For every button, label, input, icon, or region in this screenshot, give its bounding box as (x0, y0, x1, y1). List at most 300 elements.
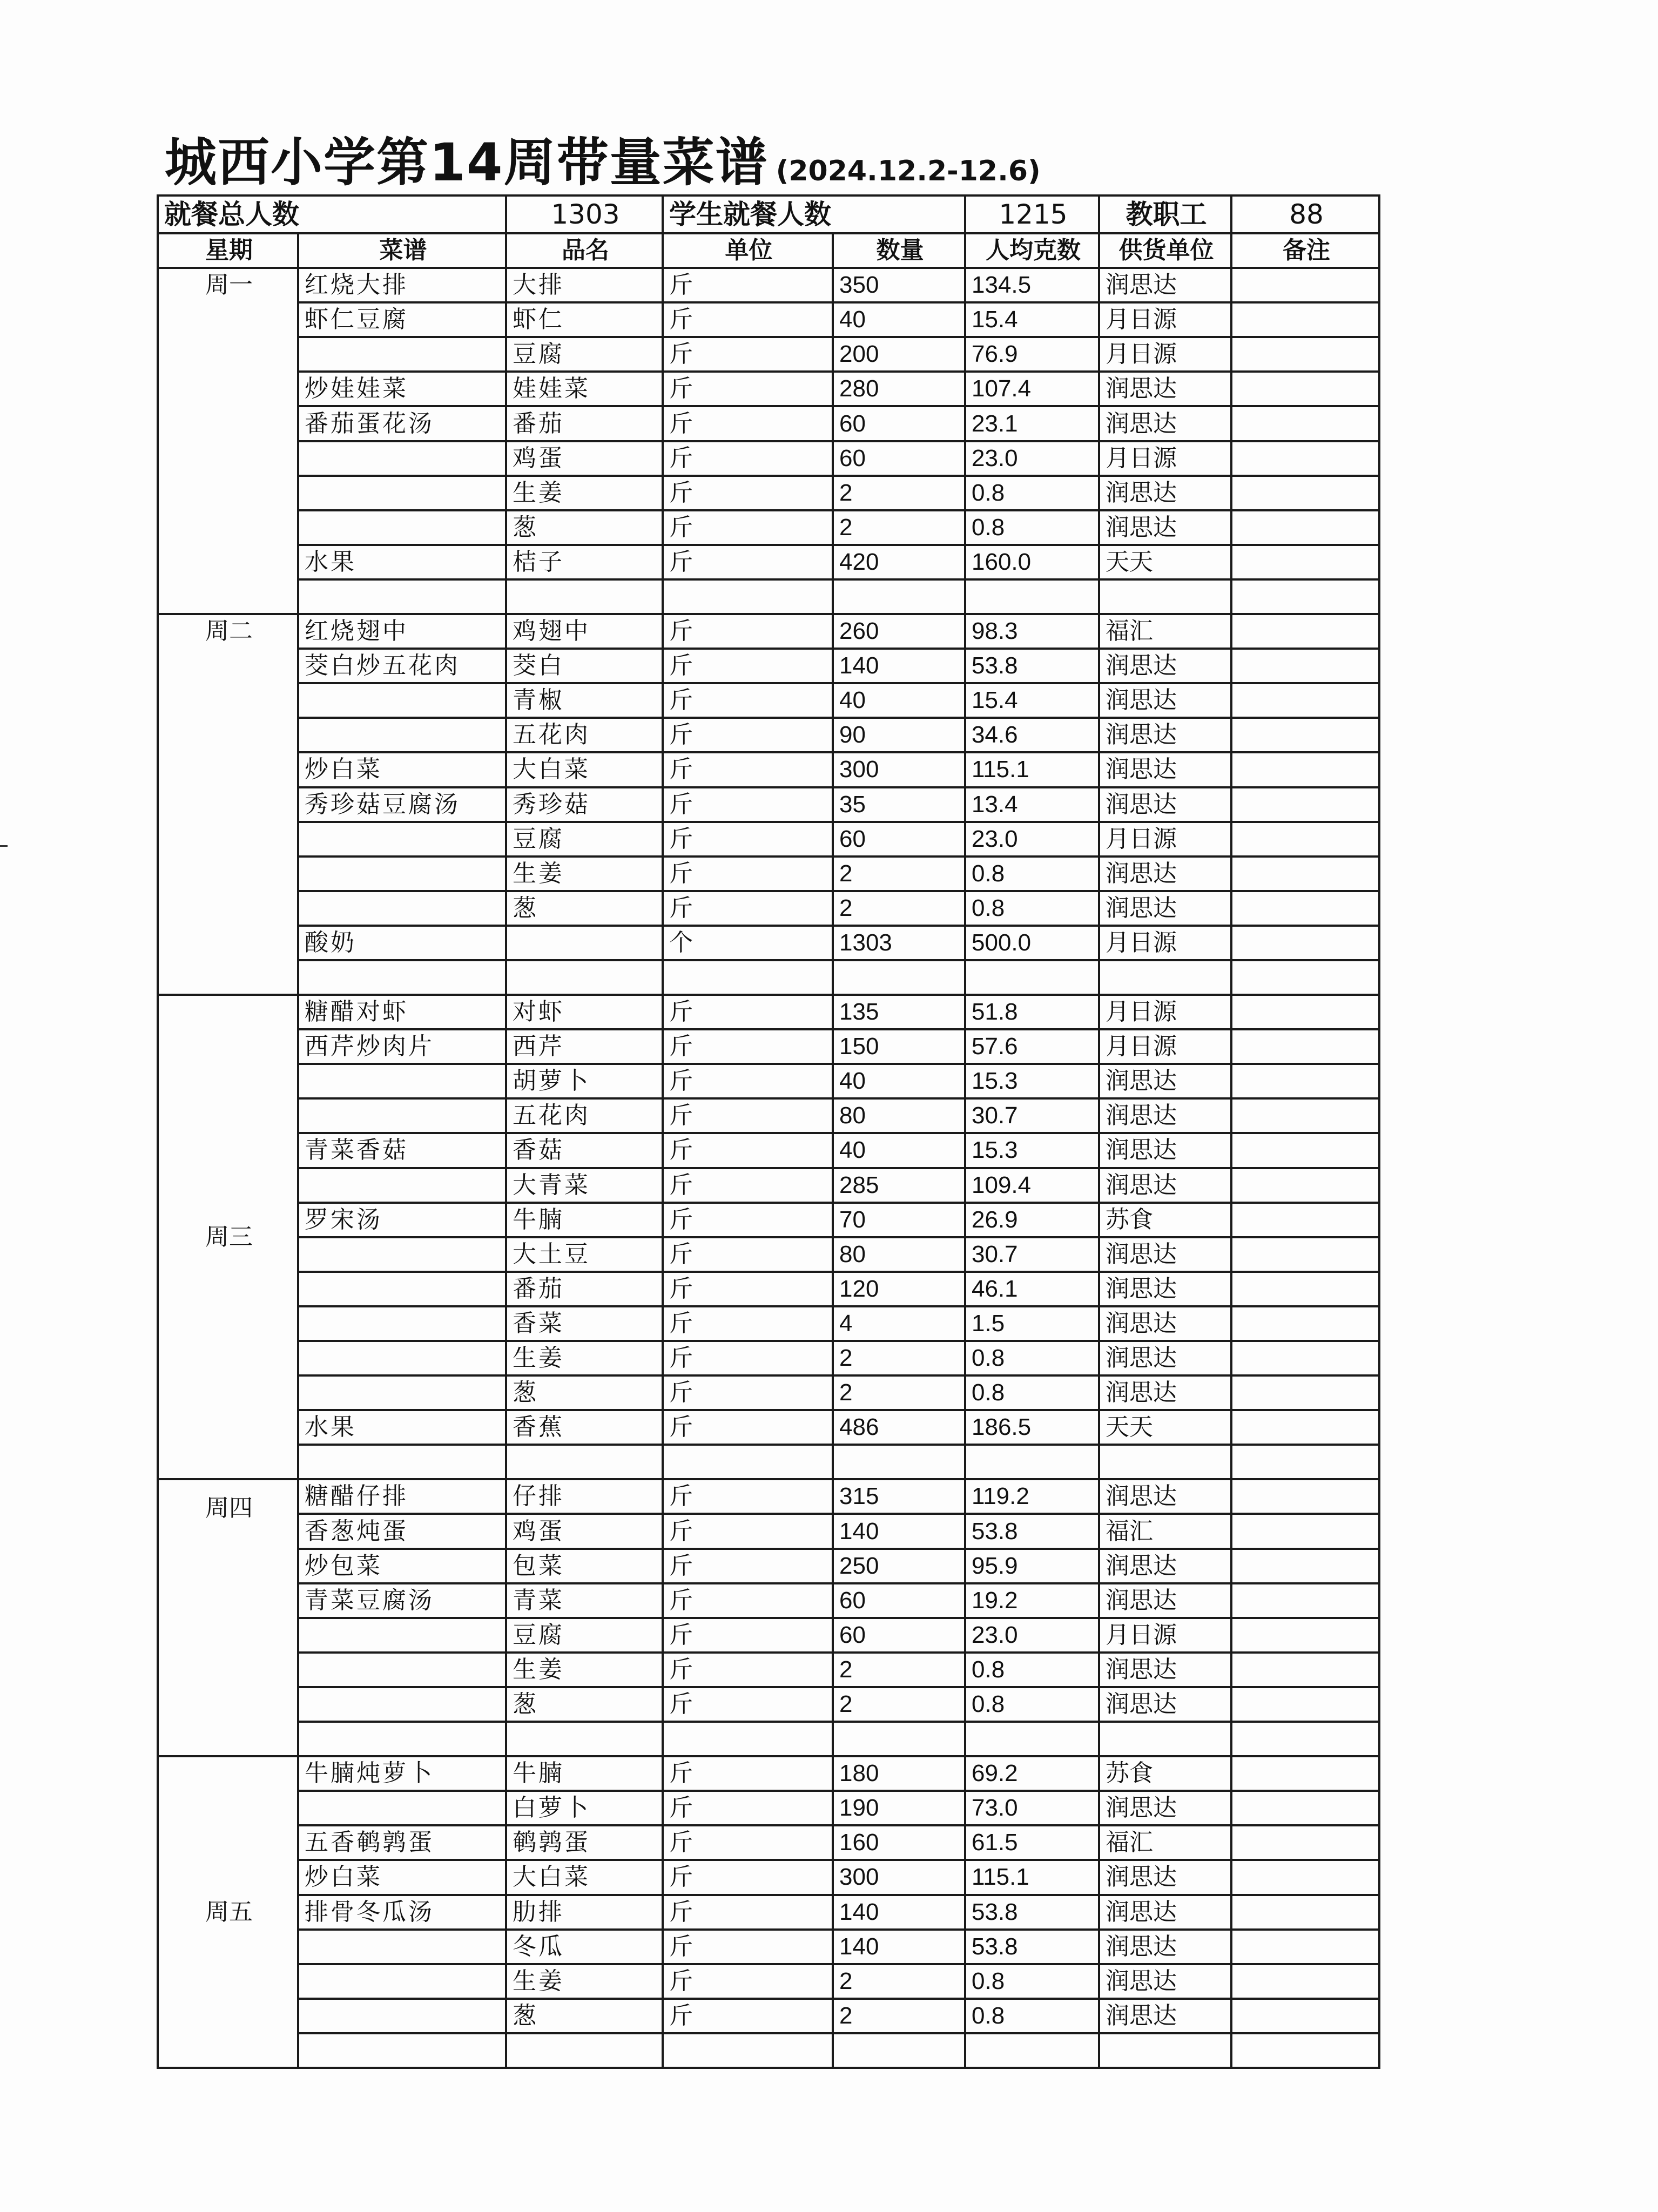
gram-cell: 34.6 (965, 718, 1099, 752)
gram-cell: 119.2 (965, 1479, 1099, 1514)
gram-cell: 0.8 (965, 1653, 1099, 1687)
supplier-cell: 润思达 (1099, 891, 1231, 926)
dish-cell (298, 1237, 506, 1272)
note-cell (1231, 1375, 1379, 1410)
weekday-cell: 周一 (158, 268, 298, 614)
dish-cell (298, 1306, 506, 1341)
note-cell (1231, 579, 1379, 614)
qty-cell: 60 (833, 822, 965, 857)
qty-cell: 60 (833, 1583, 965, 1618)
note-cell (1231, 1825, 1379, 1860)
gram-cell: 0.8 (965, 1964, 1099, 1999)
table-row (158, 545, 1379, 579)
unit-cell (663, 960, 833, 995)
qty-cell: 35 (833, 787, 965, 822)
supplier-cell: 润思达 (1099, 1791, 1231, 1825)
weekday-cell: 周四 (158, 1479, 298, 1756)
item-cell: 青菜 (506, 1583, 663, 1618)
table-row (158, 441, 1379, 476)
note-cell (1231, 1583, 1379, 1618)
note-cell (1231, 2033, 1379, 2068)
dish-cell (298, 337, 506, 372)
header-cell: 品名 (506, 233, 663, 268)
gram-cell: 15.4 (965, 302, 1099, 337)
note-cell (1231, 476, 1379, 510)
table-row (158, 302, 1379, 337)
header-cell: 数量 (833, 233, 965, 268)
table-row (158, 1064, 1379, 1098)
note-cell (1231, 1410, 1379, 1445)
table-row (158, 579, 1379, 614)
supplier-cell: 润思达 (1099, 1098, 1231, 1133)
dish-cell (298, 1375, 506, 1410)
dish-cell: 红烧翅中 (298, 614, 506, 649)
dish-cell: 五香鹌鹑蛋 (298, 1825, 506, 1860)
supplier-cell: 润思达 (1099, 1930, 1231, 1964)
gram-cell: 134.5 (965, 268, 1099, 302)
item-cell: 秀珍菇 (506, 787, 663, 822)
dish-cell (298, 1618, 506, 1653)
table-row (158, 960, 1379, 995)
supplier-cell: 润思达 (1099, 1306, 1231, 1341)
item-cell: 大白菜 (506, 1860, 663, 1894)
item-cell: 葱 (506, 891, 663, 926)
dish-cell: 炒娃娃菜 (298, 372, 506, 406)
dish-cell (298, 1964, 506, 1999)
student-diners-value: 1215 (965, 195, 1099, 233)
unit-cell: 斤 (663, 1272, 833, 1306)
supplier-cell: 润思达 (1099, 1964, 1231, 1999)
table-row (158, 1098, 1379, 1133)
dish-cell (298, 1687, 506, 1722)
table-row (158, 372, 1379, 406)
unit-cell: 斤 (663, 614, 833, 649)
supplier-cell (1099, 960, 1231, 995)
menu-table-body (158, 195, 1379, 2068)
qty-cell: 135 (833, 995, 965, 1029)
note-cell (1231, 1756, 1379, 1791)
supplier-cell: 润思达 (1099, 372, 1231, 406)
table-row (158, 1583, 1379, 1618)
supplier-cell: 润思达 (1099, 752, 1231, 787)
note-cell (1231, 857, 1379, 891)
table-row (158, 268, 1379, 302)
unit-cell: 斤 (663, 406, 833, 441)
table-row (158, 1999, 1379, 2033)
edge-mark (0, 845, 8, 847)
unit-cell (663, 579, 833, 614)
item-cell: 桔子 (506, 545, 663, 579)
note-cell (1231, 1791, 1379, 1825)
supplier-cell: 月日源 (1099, 1618, 1231, 1653)
qty-cell: 150 (833, 1029, 965, 1064)
total-diners-label: 就餐总人数 (158, 195, 506, 233)
note-cell (1231, 1999, 1379, 2033)
unit-cell: 斤 (663, 1237, 833, 1272)
unit-cell: 斤 (663, 891, 833, 926)
unit-cell: 斤 (663, 1687, 833, 1722)
unit-cell: 斤 (663, 683, 833, 718)
note-cell (1231, 510, 1379, 545)
table-row (158, 1964, 1379, 1999)
gram-cell: 23.0 (965, 1618, 1099, 1653)
note-cell (1231, 1895, 1379, 1930)
unit-cell: 斤 (663, 1029, 833, 1064)
gram-cell: 19.2 (965, 1583, 1099, 1618)
qty-cell: 160 (833, 1825, 965, 1860)
note-cell (1231, 995, 1379, 1029)
table-row (158, 1687, 1379, 1722)
unit-cell: 斤 (663, 822, 833, 857)
unit-cell: 斤 (663, 1930, 833, 1964)
table-row (158, 1479, 1379, 1514)
dish-cell (298, 857, 506, 891)
item-cell: 仔排 (506, 1479, 663, 1514)
unit-cell: 斤 (663, 268, 833, 302)
supplier-cell: 润思达 (1099, 1168, 1231, 1203)
note-cell (1231, 960, 1379, 995)
gram-cell: 23.0 (965, 822, 1099, 857)
unit-cell: 斤 (663, 1895, 833, 1930)
weekday-cell: 周三 (158, 995, 298, 1479)
gram-cell: 53.8 (965, 1895, 1099, 1930)
item-cell: 香菇 (506, 1133, 663, 1168)
dish-cell (298, 2033, 506, 2068)
dish-cell (298, 822, 506, 857)
supplier-cell: 润思达 (1099, 268, 1231, 302)
qty-cell: 300 (833, 752, 965, 787)
item-cell: 生姜 (506, 857, 663, 891)
header-cell: 单位 (663, 233, 833, 268)
qty-cell (833, 2033, 965, 2068)
item-cell: 青椒 (506, 683, 663, 718)
qty-cell: 280 (833, 372, 965, 406)
gram-cell: 0.8 (965, 891, 1099, 926)
note-cell (1231, 822, 1379, 857)
qty-cell: 2 (833, 1653, 965, 1687)
table-row (158, 683, 1379, 718)
qty-cell: 300 (833, 1860, 965, 1894)
supplier-cell: 月日源 (1099, 302, 1231, 337)
dish-cell: 糖醋对虾 (298, 995, 506, 1029)
dish-cell: 秀珍菇豆腐汤 (298, 787, 506, 822)
note-cell (1231, 787, 1379, 822)
table-row (158, 1860, 1379, 1894)
dish-cell (298, 1098, 506, 1133)
qty-cell: 140 (833, 1895, 965, 1930)
unit-cell: 斤 (663, 476, 833, 510)
gram-cell: 0.8 (965, 857, 1099, 891)
qty-cell: 2 (833, 1341, 965, 1375)
table-row (158, 1549, 1379, 1583)
staff-value: 88 (1231, 195, 1379, 233)
note-cell (1231, 926, 1379, 960)
item-cell: 葱 (506, 510, 663, 545)
gram-cell (965, 579, 1099, 614)
gram-cell: 15.4 (965, 683, 1099, 718)
item-cell: 胡萝卜 (506, 1064, 663, 1098)
gram-cell: 61.5 (965, 1825, 1099, 1860)
item-cell (506, 1722, 663, 1756)
unit-cell: 斤 (663, 1203, 833, 1237)
gram-cell (965, 2033, 1099, 2068)
dish-cell (298, 1999, 506, 2033)
item-cell: 香菜 (506, 1306, 663, 1341)
dish-cell: 糖醋仔排 (298, 1479, 506, 1514)
dish-cell: 番茄蛋花汤 (298, 406, 506, 441)
unit-cell: 斤 (663, 1860, 833, 1894)
supplier-cell: 润思达 (1099, 476, 1231, 510)
table-row (158, 406, 1379, 441)
unit-cell: 斤 (663, 1133, 833, 1168)
supplier-cell (1099, 1445, 1231, 1479)
item-cell: 鸡蛋 (506, 1514, 663, 1548)
dish-cell: 排骨冬瓜汤 (298, 1895, 506, 1930)
item-cell: 五花肉 (506, 718, 663, 752)
unit-cell: 斤 (663, 1756, 833, 1791)
table-row (158, 1410, 1379, 1445)
menu-table (157, 194, 1380, 2069)
note-cell (1231, 1514, 1379, 1548)
note-cell (1231, 302, 1379, 337)
supplier-cell: 润思达 (1099, 683, 1231, 718)
dish-cell: 西芹炒肉片 (298, 1029, 506, 1064)
supplier-cell: 润思达 (1099, 1653, 1231, 1687)
table-row (158, 1133, 1379, 1168)
gram-cell (965, 960, 1099, 995)
gram-cell: 1.5 (965, 1306, 1099, 1341)
header-row (158, 233, 1379, 268)
qty-cell: 4 (833, 1306, 965, 1341)
unit-cell: 斤 (663, 1306, 833, 1341)
dish-cell (298, 683, 506, 718)
item-cell: 豆腐 (506, 1618, 663, 1653)
note-cell (1231, 1203, 1379, 1237)
qty-cell: 140 (833, 649, 965, 683)
gram-cell: 115.1 (965, 1860, 1099, 1894)
table-row (158, 614, 1379, 649)
table-row (158, 752, 1379, 787)
supplier-cell (1099, 2033, 1231, 2068)
note-cell (1231, 268, 1379, 302)
note-cell (1231, 1237, 1379, 1272)
table-row (158, 1825, 1379, 1860)
dish-cell (298, 441, 506, 476)
note-cell (1231, 1549, 1379, 1583)
qty-cell: 60 (833, 406, 965, 441)
table-row (158, 787, 1379, 822)
weekday-cell: 周二 (158, 614, 298, 995)
unit-cell: 斤 (663, 995, 833, 1029)
supplier-cell: 润思达 (1099, 1272, 1231, 1306)
gram-cell: 57.6 (965, 1029, 1099, 1064)
gram-cell: 15.3 (965, 1064, 1099, 1098)
dish-cell (298, 476, 506, 510)
gram-cell: 53.8 (965, 649, 1099, 683)
supplier-cell: 润思达 (1099, 1479, 1231, 1514)
qty-cell: 200 (833, 337, 965, 372)
note-cell (1231, 1272, 1379, 1306)
table-row (158, 1514, 1379, 1548)
gram-cell: 95.9 (965, 1549, 1099, 1583)
gram-cell: 53.8 (965, 1514, 1099, 1548)
supplier-cell: 润思达 (1099, 1237, 1231, 1272)
unit-cell: 斤 (663, 1825, 833, 1860)
table-row (158, 857, 1379, 891)
table-row (158, 476, 1379, 510)
qty-cell: 486 (833, 1410, 965, 1445)
supplier-cell: 润思达 (1099, 1549, 1231, 1583)
dish-cell: 红烧大排 (298, 268, 506, 302)
table-row (158, 1237, 1379, 1272)
note-cell (1231, 406, 1379, 441)
item-cell: 豆腐 (506, 822, 663, 857)
unit-cell: 斤 (663, 1583, 833, 1618)
unit-cell: 斤 (663, 1999, 833, 2033)
table-row (158, 1445, 1379, 1479)
unit-cell: 斤 (663, 510, 833, 545)
table-row (158, 1895, 1379, 1930)
gram-cell: 107.4 (965, 372, 1099, 406)
item-cell: 生姜 (506, 1341, 663, 1375)
item-cell: 大白菜 (506, 752, 663, 787)
item-cell: 鹌鹑蛋 (506, 1825, 663, 1860)
gram-cell: 26.9 (965, 1203, 1099, 1237)
supplier-cell: 月日源 (1099, 822, 1231, 857)
supplier-cell: 福汇 (1099, 1514, 1231, 1548)
dish-cell (298, 1341, 506, 1375)
qty-cell: 40 (833, 1064, 965, 1098)
table-row (158, 1930, 1379, 1964)
note-cell (1231, 1098, 1379, 1133)
gram-cell: 0.8 (965, 1999, 1099, 2033)
item-cell: 葱 (506, 1999, 663, 2033)
gram-cell: 0.8 (965, 1687, 1099, 1722)
table-row (158, 1272, 1379, 1306)
note-cell (1231, 1964, 1379, 1999)
gram-cell (965, 1445, 1099, 1479)
unit-cell: 斤 (663, 441, 833, 476)
gram-cell: 23.1 (965, 406, 1099, 441)
qty-cell: 250 (833, 1549, 965, 1583)
gram-cell: 30.7 (965, 1237, 1099, 1272)
qty-cell: 80 (833, 1098, 965, 1133)
item-cell: 生姜 (506, 1964, 663, 1999)
gram-cell: 0.8 (965, 1341, 1099, 1375)
item-cell: 番茄 (506, 1272, 663, 1306)
item-cell: 茭白 (506, 649, 663, 683)
gram-cell: 73.0 (965, 1791, 1099, 1825)
supplier-cell: 润思达 (1099, 1895, 1231, 1930)
supplier-cell (1099, 1722, 1231, 1756)
supplier-cell: 润思达 (1099, 1064, 1231, 1098)
unit-cell: 斤 (663, 1964, 833, 1999)
gram-cell: 51.8 (965, 995, 1099, 1029)
dish-cell: 炒包菜 (298, 1549, 506, 1583)
header-cell: 人均克数 (965, 233, 1099, 268)
title-row (165, 122, 1041, 195)
unit-cell: 斤 (663, 1549, 833, 1583)
dish-cell (298, 1272, 506, 1306)
dish-cell (298, 1722, 506, 1756)
unit-cell: 斤 (663, 1791, 833, 1825)
qty-cell: 1303 (833, 926, 965, 960)
total-diners-value: 1303 (506, 195, 663, 233)
unit-cell: 斤 (663, 857, 833, 891)
gram-cell: 98.3 (965, 614, 1099, 649)
qty-cell: 285 (833, 1168, 965, 1203)
dish-cell (298, 1930, 506, 1964)
dish-cell: 虾仁豆腐 (298, 302, 506, 337)
header-cell: 菜谱 (298, 233, 506, 268)
supplier-cell: 润思达 (1099, 1375, 1231, 1410)
dish-cell (298, 891, 506, 926)
gram-cell: 53.8 (965, 1930, 1099, 1964)
table-row (158, 995, 1379, 1029)
note-cell (1231, 1133, 1379, 1168)
note-cell (1231, 1168, 1379, 1203)
table-row (158, 1306, 1379, 1341)
table-row (158, 1722, 1379, 1756)
item-cell: 对虾 (506, 995, 663, 1029)
note-cell (1231, 1341, 1379, 1375)
table-row (158, 891, 1379, 926)
note-cell (1231, 545, 1379, 579)
note-cell (1231, 1687, 1379, 1722)
note-cell (1231, 1722, 1379, 1756)
item-cell: 葱 (506, 1687, 663, 1722)
item-cell: 五花肉 (506, 1098, 663, 1133)
note-cell (1231, 337, 1379, 372)
supplier-cell: 月日源 (1099, 337, 1231, 372)
supplier-cell: 润思达 (1099, 718, 1231, 752)
unit-cell: 斤 (663, 337, 833, 372)
unit-cell (663, 2033, 833, 2068)
gram-cell: 23.0 (965, 441, 1099, 476)
item-cell: 番茄 (506, 406, 663, 441)
dish-cell (298, 960, 506, 995)
dish-cell: 酸奶 (298, 926, 506, 960)
dish-cell: 香葱炖蛋 (298, 1514, 506, 1548)
dish-cell: 青菜香菇 (298, 1133, 506, 1168)
qty-cell: 2 (833, 1964, 965, 1999)
qty-cell: 190 (833, 1791, 965, 1825)
table-row (158, 1653, 1379, 1687)
qty-cell: 180 (833, 1756, 965, 1791)
item-cell: 娃娃菜 (506, 372, 663, 406)
item-cell (506, 579, 663, 614)
table-row (158, 649, 1379, 683)
note-cell (1231, 1618, 1379, 1653)
note-cell (1231, 1306, 1379, 1341)
item-cell: 大青菜 (506, 1168, 663, 1203)
item-cell: 葱 (506, 1375, 663, 1410)
qty-cell: 70 (833, 1203, 965, 1237)
table-row (158, 718, 1379, 752)
qty-cell: 260 (833, 614, 965, 649)
item-cell: 虾仁 (506, 302, 663, 337)
note-cell (1231, 1930, 1379, 1964)
item-cell: 冬瓜 (506, 1930, 663, 1964)
item-cell: 包菜 (506, 1549, 663, 1583)
item-cell: 鸡蛋 (506, 441, 663, 476)
item-cell (506, 1445, 663, 1479)
supplier-cell: 福汇 (1099, 614, 1231, 649)
dish-cell: 炒白菜 (298, 1860, 506, 1894)
item-cell: 鸡翅中 (506, 614, 663, 649)
qty-cell: 60 (833, 1618, 965, 1653)
dish-cell (298, 510, 506, 545)
